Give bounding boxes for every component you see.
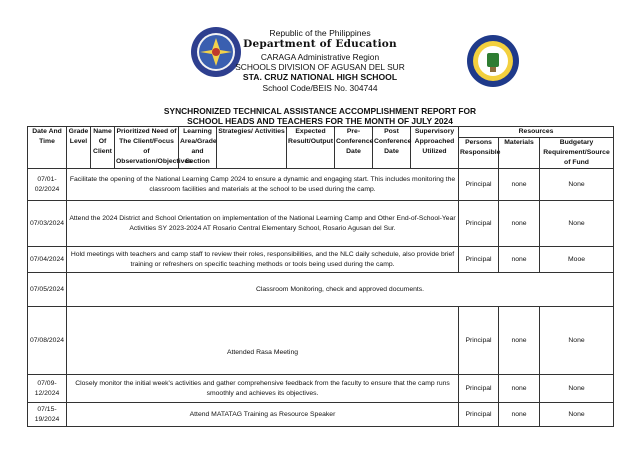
- table-row: [28, 403, 614, 427]
- row-person: Principal: [459, 307, 499, 375]
- row-date: 07/04/2024: [28, 247, 67, 273]
- row-budget: None: [540, 403, 614, 427]
- row-materials: none: [499, 247, 540, 273]
- row-activity: Attended Rasa Meeting: [67, 307, 459, 375]
- row-budget: None: [540, 375, 614, 403]
- division-line: SCHOOLS DIVISION OF AGUSAN DEL SUR: [235, 62, 405, 72]
- republic-line: Republic of the Philippines: [269, 28, 371, 38]
- table-row: [28, 375, 614, 403]
- row-materials: none: [499, 201, 540, 247]
- col-name-of-client: Name Of Client: [91, 127, 115, 169]
- col-learning-area: Learning Area/Grade and Section: [179, 127, 217, 169]
- school-name: STA. CRUZ NATIONAL HIGH SCHOOL: [242, 72, 398, 82]
- col-pre-conference: Pre-Conference Date: [335, 127, 373, 169]
- row-materials: none: [499, 307, 540, 375]
- col-date-time: Date And Time: [28, 127, 67, 169]
- table-row: [28, 169, 614, 201]
- col-expected-result: Expected Result/Output: [287, 127, 335, 169]
- row-activity: Hold meetings with teachers and camp staff to review their roles, responsibilities, and the NLC daily schedule, also provide brief training or refreshers on specific teaching methods or tools being used during the camp.: [67, 247, 459, 273]
- col-persons-responsible: Persons Responsible: [459, 138, 499, 169]
- row-person: Principal: [459, 201, 499, 247]
- row-materials: none: [499, 403, 540, 427]
- report-title-line2: SCHOOL HEADS AND TEACHERS FOR THE MONTH OF JULY 2024: [187, 116, 453, 126]
- table-row: [28, 307, 614, 375]
- row-person: Principal: [459, 403, 499, 427]
- row-activity: Closely monitor the initial week's activities and gather comprehensive feedback from the faculty to ensure that the camp runs smoothly and achieves its objectives.: [67, 375, 459, 403]
- report-title-line1: SYNCHRONIZED TECHNICAL ASSISTANCE ACCOMPLISHMENT REPORT FOR: [163, 106, 477, 116]
- school-code: School Code/BEIS No. 304744: [262, 83, 378, 93]
- row-person: Principal: [459, 375, 499, 403]
- row-activity: Attend MATATAG Training as Resource Speaker: [67, 403, 459, 427]
- col-materials: Materials: [499, 138, 540, 169]
- table-row: [28, 201, 614, 247]
- row-person: Principal: [459, 169, 499, 201]
- row-date: 07/01-02/2024: [28, 169, 67, 201]
- row-materials: none: [499, 169, 540, 201]
- table-row: [28, 247, 614, 273]
- col-strategies: Strategies/ Activities: [217, 127, 287, 169]
- col-prioritized-need: Prioritized Need of The Client/Focus of Observation/Objectives: [115, 127, 179, 169]
- department-line: Department of Education: [243, 38, 397, 50]
- row-date: 07/08/2024: [28, 307, 67, 375]
- col-resources: Resources: [459, 127, 614, 138]
- row-activity: Classroom Monitoring, check and approved documents.: [67, 273, 614, 307]
- row-person: Principal: [459, 247, 499, 273]
- row-date: 07/03/2024: [28, 201, 67, 247]
- row-budget: Mooe: [540, 247, 614, 273]
- col-budgetary: Budgetary Requirement/Source of Fund: [540, 138, 614, 169]
- row-date: 07/05/2024: [28, 273, 67, 307]
- col-post-conference: Post Conference Date: [373, 127, 411, 169]
- row-budget: None: [540, 201, 614, 247]
- row-activity: Facilitate the opening of the National Learning Camp 2024 to ensure a dynamic and engaging start. This includes monitoring the classroom facilities and materials at the school to be used during the camp.: [67, 169, 459, 201]
- col-supervisory: Supervisory Approached Utilized: [411, 127, 459, 169]
- report-table: [27, 126, 614, 427]
- header-row: [28, 127, 614, 138]
- table-row: [28, 273, 614, 307]
- col-grade-level: Grade Level: [67, 127, 91, 169]
- region-line: CARAGA Administrative Region: [260, 52, 380, 62]
- row-budget: None: [540, 169, 614, 201]
- row-budget: None: [540, 307, 614, 375]
- row-materials: none: [499, 375, 540, 403]
- row-date: 07/09-12/2024: [28, 375, 67, 403]
- row-date: 07/15-19/2024: [28, 403, 67, 427]
- row-activity: Attend the 2024 District and School Orientation on implementation of the National Learning Camp and Other End-of-School-Year Activities SY 2023-2024 AT Rosario Central Elementary School, Rosario Agusan del Sur.: [67, 201, 459, 247]
